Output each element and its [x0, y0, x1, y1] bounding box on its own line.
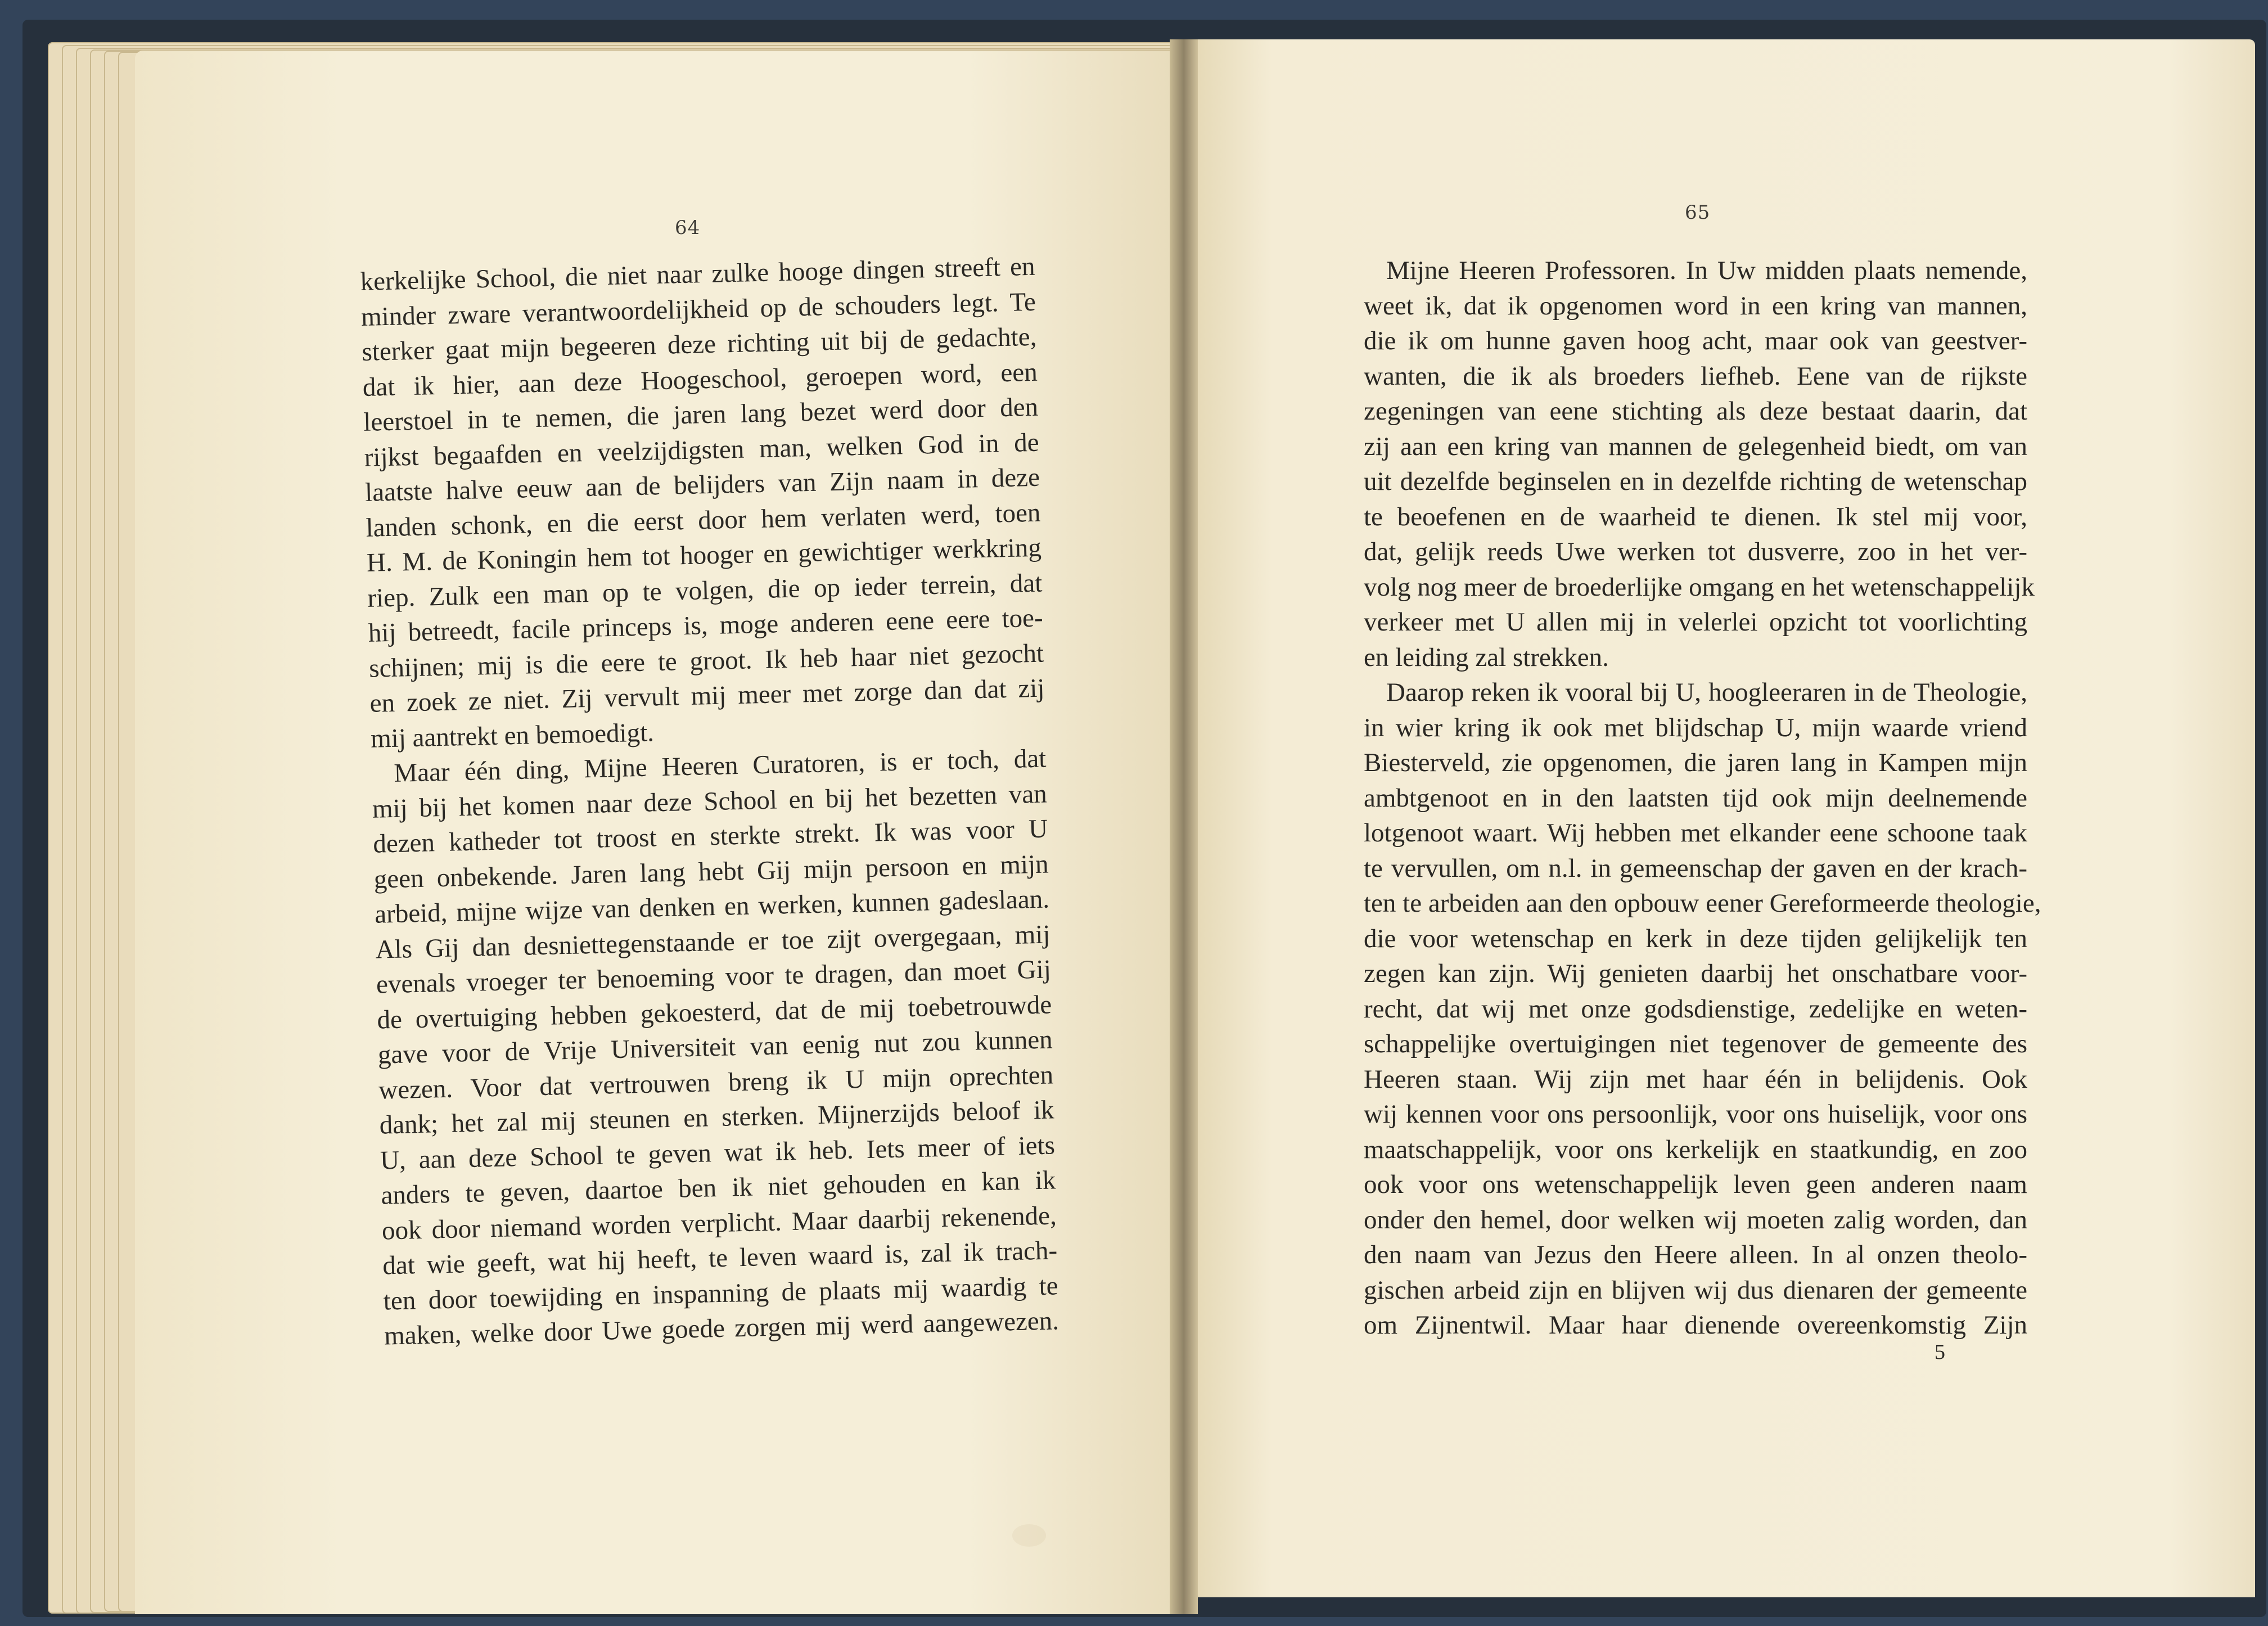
- right-page-text: [1364, 253, 2041, 1343]
- text-line: leerstoel in te nemen, die jaren lang bezet werd door den: [363, 392, 1039, 437]
- text-line: te vervullen, om n.l. in gemeenschap der gaven en der krach-: [1364, 853, 2027, 883]
- text-line: ook door niemand worden verplicht. Maar daarbij rekenende,: [381, 1200, 1057, 1246]
- text-line: Mijne Heeren Professoren. In Uw midden plaats nemende,: [1386, 256, 2027, 285]
- text-line: die ik om hunne gaven hoog acht, maar ook van geestver-: [1364, 326, 2027, 355]
- text-line: de overtuiging hebben gekoesterd, dat de mij toebetrouwde: [376, 989, 1052, 1035]
- text-line: Heeren staan. Wij zijn met haar één in belijdenis. Ook: [1364, 1064, 2027, 1094]
- page-number-right: 65: [1685, 201, 1711, 224]
- page-number-left: 64: [675, 217, 701, 239]
- text-line: en leiding zal strekken.: [1364, 642, 1609, 672]
- text-line: dat wie geeft, wat hij heeft, te leven waard is, zal ik trach-: [382, 1236, 1058, 1281]
- text-line: geen onbekende. Jaren lang hebt Gij mijn persoon en mijn: [373, 849, 1049, 894]
- text-line: schijnen; mij is die eere te groot. Ik heb haar niet gezocht: [368, 638, 1044, 683]
- text-line: recht, dat wij met onze godsdienstige, zedelijke en weten-: [1364, 994, 2027, 1024]
- text-line: maken, welke door Uwe goede zorgen mij werd aangewezen.: [384, 1306, 1059, 1351]
- book-gutter: [1170, 39, 1198, 1614]
- text-line: uit dezelfde beginselen en in dezelfde richting de wetenschap: [1364, 467, 2027, 496]
- left-page-text: [360, 249, 1059, 1354]
- signature-mark: 5: [1935, 1340, 1945, 1364]
- text-line: dat, gelijk reeds Uwe werken tot dusverre, zoo in het ver-: [1364, 537, 2027, 566]
- text-line: dank; het zal mij steunen en sterken. Mijnerzijds beloof ik: [379, 1095, 1055, 1140]
- text-line: schappelijke overtuigingen niet tegenover de gemeente des: [1364, 1029, 2027, 1059]
- text-line: landen schonk, en die eerst door hem verlaten werd, toen: [366, 498, 1041, 543]
- text-line: ambtgenoot en in den laatsten tijd ook mijn deelnemende: [1364, 783, 2027, 813]
- text-line: wezen. Voor dat vertrouwen breng ik U mijn oprechten: [378, 1060, 1054, 1105]
- text-line: dezen katheder tot troost en sterkte strekt. Ik was voor U: [372, 814, 1048, 859]
- text-line: en zoek ze niet. Zij vervult mij meer met zorge dan dat zij: [369, 673, 1045, 718]
- text-line: laatste halve eeuw aan de belijders van Zijn naam in deze: [364, 462, 1040, 507]
- text-line: minder zware verantwoordelijkheid op de schouders legt. Te: [360, 287, 1036, 332]
- text-line: volg nog meer de broederlijke omgang en het wetenschappelijk: [1364, 572, 2035, 602]
- text-line: den naam van Jezus den Heere alleen. In al onzen theolo-: [1364, 1240, 2027, 1269]
- text-line: anders te geven, daartoe ben ik niet gehouden en kan ik: [380, 1165, 1056, 1210]
- text-line: sterker gaat mijn begeeren deze richting uit bij de gedachte,: [361, 322, 1037, 367]
- text-line: ten door toewijding en inspanning de plaats mij waardig te: [383, 1271, 1059, 1316]
- text-line: Maar één ding, Mijne Heeren Curatoren, is er toch, dat: [393, 744, 1047, 788]
- text-line: die voor wetenschap en kerk in deze tijden gelijkelijk ten: [1364, 924, 2027, 953]
- text-line: om Zijnentwil. Maar haar dienende overeenkomstig Zijn: [1364, 1310, 2027, 1340]
- text-line: te beoefenen en de waarheid te dienen. Ik stel mij voor,: [1364, 502, 2027, 532]
- paper-stain: [1012, 1524, 1046, 1547]
- text-line: hij betreedt, facile princeps is, moge anderen eene eere toe-: [368, 603, 1044, 648]
- text-line: in wier kring ik ook met blijdschap U, mijn waarde vriend: [1364, 713, 2027, 742]
- text-line: mij aantrekt en bemoedigt.: [370, 717, 655, 754]
- text-line: zij aan een kring van mannen de gelegenheid biedt, om van: [1364, 431, 2027, 461]
- text-line: Daarop reken ik vooral bij U, hoogleeraren in de Theologie,: [1386, 678, 2027, 707]
- text-line: maatschappelijk, voor ons kerkelijk en staatkundig, en zoo: [1364, 1134, 2027, 1164]
- text-line: rijkst begaafden en veelzijdigsten man, welken God in de: [364, 427, 1040, 472]
- text-line: ook voor ons wetenschappelijk leven geen anderen naam: [1364, 1170, 2027, 1199]
- text-line: Als Gij dan desniettegenstaande er toe zijt overgegaan, mij: [375, 919, 1050, 965]
- text-line: gave voor de Vrije Universiteit van eenig nut zou kunnen: [377, 1025, 1053, 1070]
- text-line: U, aan deze School te geven wat ik heb. Iets meer of iets: [380, 1130, 1056, 1175]
- text-line: kerkelijke School, die niet naar zulke hooge dingen streeft en: [360, 251, 1035, 296]
- text-line: mij bij het komen naar deze School en bij het bezetten van: [372, 779, 1048, 824]
- text-line: zegeningen van eene stichting als deze bestaat daarin, dat: [1364, 397, 2027, 426]
- text-line: wij kennen voor ons persoonlijk, voor ons huiselijk, voor ons: [1364, 1100, 2027, 1129]
- text-line: lotgenoot waart. Wij hebben met elkander eene schoone taak: [1364, 818, 2027, 848]
- text-line: Biesterveld, zie opgenomen, die jaren lang in Kampen mijn: [1364, 748, 2027, 777]
- text-line: verkeer met U allen mij in velerlei opzicht tot voorlichting: [1364, 607, 2027, 637]
- text-line: H. M. de Koningin hem tot hooger en gewichtiger werkkring: [366, 533, 1042, 578]
- text-line: arbeid, mijne wijze van denken en werken, kunnen gadeslaan.: [374, 884, 1050, 929]
- text-line: dat ik hier, aan deze Hoogeschool, geroepen word, een: [362, 357, 1038, 402]
- text-line: riep. Zulk een man op te volgen, die op ieder terrein, dat: [367, 568, 1043, 613]
- text-line: evenals vroeger ter benoeming voor te dragen, dan moet Gij: [376, 954, 1052, 999]
- text-line: ten te arbeiden aan den opbouw eener Gereformeerde theologie,: [1364, 889, 2041, 918]
- text-line: gischen arbeid zijn en blijven wij dus dienaren der gemeente: [1364, 1275, 2027, 1305]
- text-line: wanten, die ik als broeders liefheb. Eene van de rijkste: [1364, 361, 2027, 391]
- text-line: zegen kan zijn. Wij genieten daarbij het onschatbare voor-: [1364, 959, 2027, 988]
- text-line: onder den hemel, door welken wij moeten zalig worden, dan: [1364, 1205, 2027, 1235]
- text-line: weet ik, dat ik opgenomen word in een kring van mannen,: [1364, 291, 2027, 321]
